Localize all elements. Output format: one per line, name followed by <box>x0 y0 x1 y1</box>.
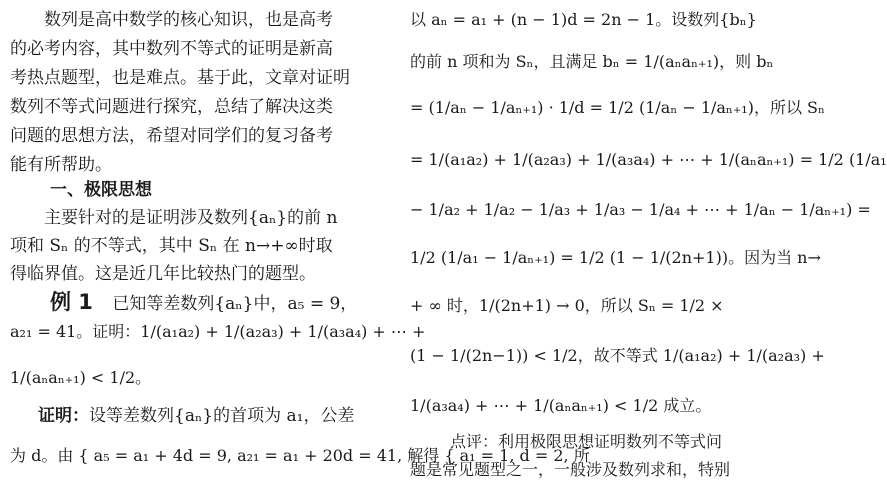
example-label: 例 1 <box>50 290 93 314</box>
right-line-9: 1/(a₃a₄) + ⋯ + 1/(aₙaₙ₊₁) < 1/2 成立。 <box>410 396 712 415</box>
intro-line-1: 数列是高中数学的核心知识，也是高考 <box>44 10 333 30</box>
example-line-1 <box>50 290 395 316</box>
right-line-6: 1/2 (1/a₁ − 1/aₙ₊₁) = 1/2 (1 − 1/(2n+1))。因为当 n→ <box>410 248 821 267</box>
example-text-1: 已知等差数列{aₙ}中，a₅ = 9， <box>112 294 358 314</box>
intro-line-4: 数列不等式问题进行探究，总结了解决这类 <box>10 97 333 117</box>
right-line-1: 以 aₙ = a₁ + (n − 1)d = 2n − 1。设数列{bₙ} <box>410 10 757 29</box>
intro-line-3: 考热点题型，也是难点。基于此，文章对证明 <box>10 68 350 88</box>
comment-text-1: 利用极限思想证明数列不等式问 <box>498 432 723 451</box>
right-line-8: (1 − 1/(2n−1)) < 1/2，故不等式 1/(a₁a₂) + 1/(a₂a₃) + <box>410 346 825 365</box>
example-line-2: a₂₁ = 41。证明：1/(a₁a₂) + 1/(a₂a₃) + 1/(a₃a₄) + ⋯ + <box>10 322 426 341</box>
proof-line-2: 为 d。由 { a₅ = a₁ + 4d = 9, a₂₁ = a₁ + 20d = 41, 解得 { a₁ = 1, d = 2, 所 <box>10 446 590 465</box>
intro-line-2: 的必考内容，其中数列不等式的证明是新高 <box>10 39 333 59</box>
section-title: 一、极限思想 <box>50 180 152 200</box>
right-line-7: + ∞ 时，1/(2n+1) → 0，所以 Sₙ = 1/2 × <box>410 296 724 315</box>
section-line-2: 项和 Sₙ 的不等式，其中 Sₙ 在 n→+∞时取 <box>10 236 333 256</box>
example-line-3: 1/(aₙaₙ₊₁) < 1/2。 <box>10 368 152 387</box>
right-line-2: 的前 n 项和为 Sₙ，且满足 bₙ = 1/(aₙaₙ₊₁)，则 bₙ <box>410 52 774 71</box>
right-line-3: = (1/aₙ − 1/aₙ₊₁) · 1/d = 1/2 (1/aₙ − 1/aₙ₊₁)，所以 Sₙ <box>410 98 825 117</box>
right-line-4: = 1/(a₁a₂) + 1/(a₂a₃) + 1/(a₃a₄) + ⋯ + 1/(aₙaₙ₊₁) = 1/2 (1/a₁ <box>410 150 887 169</box>
section-line-1: 主要针对的是证明涉及数列{aₙ}的前 n <box>44 208 338 228</box>
section-line-3: 得临界值。这是近几年比较热门的题型。 <box>10 264 316 284</box>
intro-line-5: 问题的思想方法，希望对同学们的复习备考 <box>10 126 333 146</box>
proof-line-1 <box>38 404 395 428</box>
right-line-5: − 1/a₂ + 1/a₂ − 1/a₃ + 1/a₃ − 1/a₄ + ⋯ + 1/aₙ − 1/aₙ₊₁) = <box>410 200 871 219</box>
comment-label: 点评： <box>450 432 499 451</box>
proof-label: 证明： <box>38 406 89 426</box>
comment-line-1 <box>450 430 795 454</box>
proof-text-1: 设等差数列{aₙ}的首项为 a₁，公差 <box>89 406 355 426</box>
comment-line-2: 题是常见题型之一，一般涉及数列求和，特别 <box>410 460 731 479</box>
intro-line-6: 能有所帮助。 <box>10 155 112 175</box>
